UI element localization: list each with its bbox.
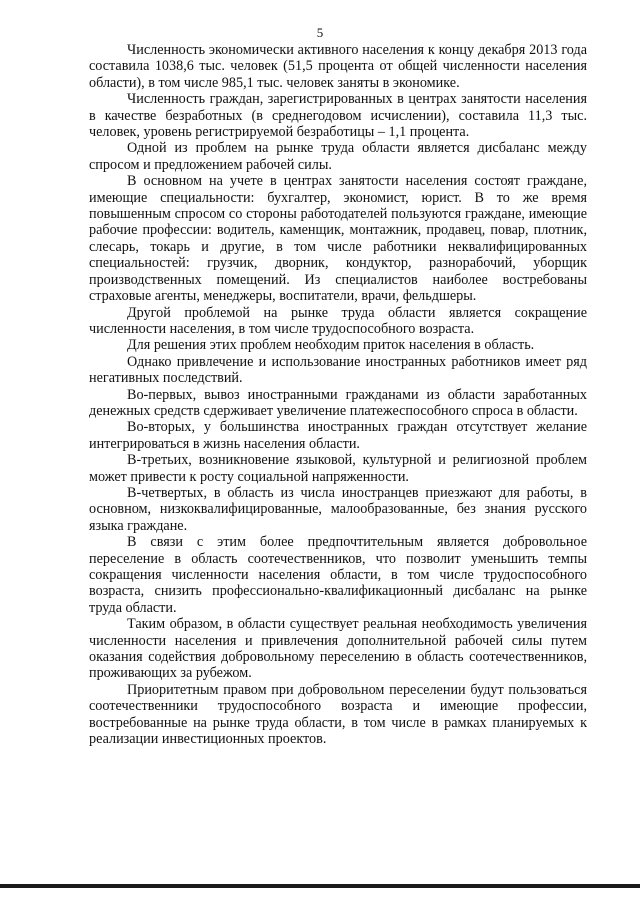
paragraph: В-четвертых, в область из числа иностранцев приезжают для работы, в основном, низкоквалифицированные, малообразованные, без знания русского языка граждане. <box>89 484 587 534</box>
paragraph: Численность экономически активного населения к концу декабря 2013 года составила 1038,6 тыс. человек (51,5 процента от общей численности населения области), в том числе 985,1 тыс. человек заняты в экономике. <box>89 42 587 91</box>
document-body <box>89 42 587 747</box>
paragraph: Во-вторых, у большинства иностранных граждан отсутствует желание интегрироваться в жизнь населения области. <box>89 419 587 452</box>
page-number: 5 <box>316 25 324 40</box>
paragraph: Одной из проблем на рынке труда области является дисбаланс между спросом и предложением рабочей силы. <box>89 140 587 173</box>
paragraph: Численность граждан, зарегистрированных в центрах занятости населения в качестве безработных (в среднегодовом исчислении), составила 11,3 тыс. человек, уровень регистрируемой безработицы – 1,1 процента. <box>89 91 587 141</box>
paragraph: Таким образом, в области существует реальная необходимость увеличения численности населения и привлечения дополнительной рабочей силы путем оказания содействия добровольному переселению в область соотечественников, проживающих за рубежом. <box>89 616 587 682</box>
bottom-edge-line <box>0 884 640 888</box>
paragraph: В связи с этим более предпочтительным является добровольное переселение в область соотечественников, что позволит уменьшить темпы сокращения численности населения области, в том числе трудоспособного возраста, снизить профессионально-квалификационный дисбаланс на рынке труда области. <box>89 534 587 616</box>
paragraph: В-третьих, возникновение языковой, культурной и религиозной проблем может привести к росту социальной напряженности. <box>89 452 587 485</box>
paragraph: Однако привлечение и использование иностранных работников имеет ряд негативных последствий. <box>89 353 587 387</box>
paragraph: В основном на учете в центрах занятости населения состоят граждане, имеющие специальности: бухгалтер, экономист, юрист. В то же время повышенным спросом со стороны работодателей пользуются граждане, имеющие рабочие профессии: водитель, каменщик, монтажник, продавец, повар, плотник, слесарь, токарь и другие, в том числе работники неквалифицированных специальностей: грузчик, дворник, кондуктор, разнорабочий, уборщик производственных помещений. Из специалистов наиболее востребованы страховые агенты, менеджеры, воспитатели, врачи, фельдшеры. <box>89 173 587 305</box>
paragraph: Другой проблемой на рынке труда области является сокращение численности населения, в том числе трудоспособного возраста. <box>89 304 587 337</box>
paragraph: Во-первых, вывоз иностранными гражданами из области заработанных денежных средств сдерживает увеличение платежеспособного спроса в области. <box>89 386 587 419</box>
paragraph: Для решения этих проблем необходим приток населения в область. <box>127 337 535 354</box>
paragraph: Приоритетным правом при добровольном переселении будут пользоваться соотечественники трудоспособного возраста и имеющие профессии, востребованные на рынке труда области, в том числе в рамках планируемых к реализации инвестиционных проектов. <box>89 681 587 748</box>
